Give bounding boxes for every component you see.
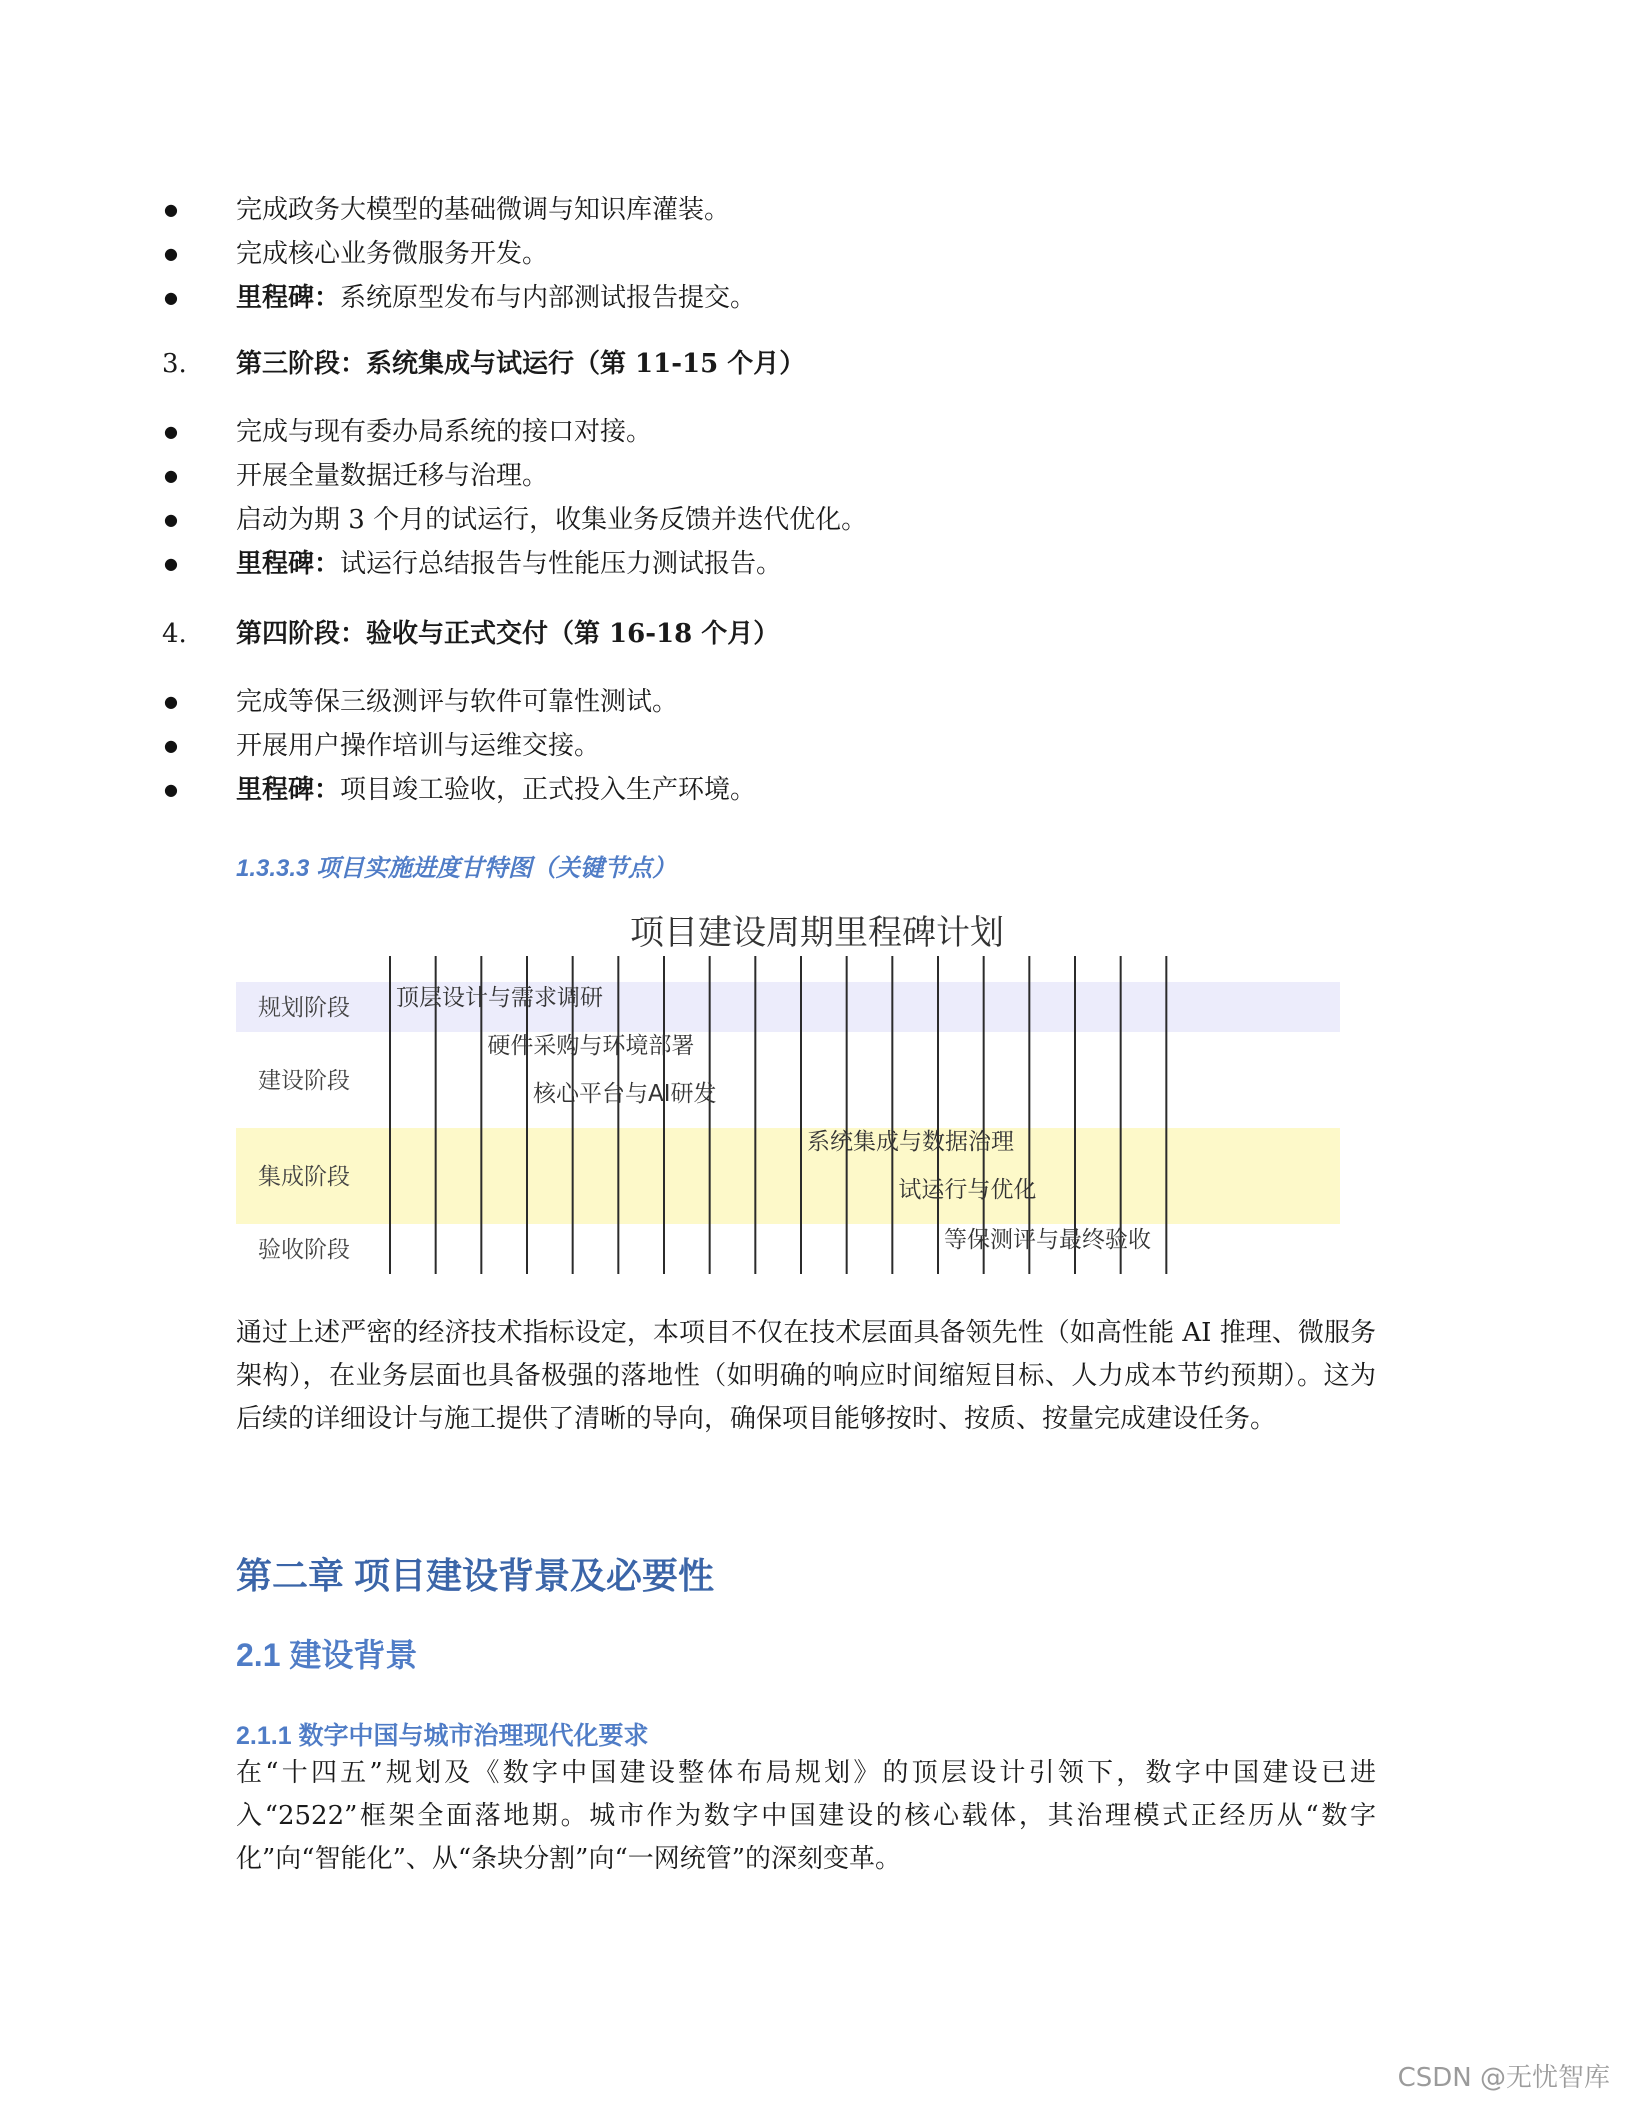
summary-paragraph: 通过上述严密的经济技术指标设定，本项目不仅在技术层面具备领先性（如高性能 AI 推理、微服务架构），在业务层面也具备极强的落地性（如明确的响应时间缩短目标、人力成本节约预期）。这为后续的详细设计与施工提供了清晰的导向，确保项目能够按时、按质、按量完成建设任务。 [236, 1318, 1376, 1434]
section-2-1-1-paragraph: 在“十四五”规划及《数字中国建设整体布局规划》的顶层设计引领下，数字中国建设已进入“2522”框架全面落地期。城市作为数字中国建设的核心载体，其治理模式正经历从“数字化”向“智能化”、从“条块分割”向“一网统管”的深刻变革。 [236, 1758, 1376, 1874]
phase4-heading: 4. 第四阶段：验收与正式交付（第 16-18 个月） [162, 619, 780, 649]
list-item: ● 完成等保三级测评与软件可靠性测试。 [236, 680, 756, 724]
chapter-2-title: 第二章 项目建设背景及必要性 [236, 1555, 715, 1596]
list-item: ● 开展用户操作培训与运维交接。 [236, 724, 756, 768]
phase3-heading: 3. 第三阶段：系统集成与试运行（第 11-15 个月） [162, 349, 806, 379]
category-label: 规划阶段 [258, 995, 350, 1021]
list-item: ● 里程碑：项目竣工验收，正式投入生产环境。 [236, 768, 756, 812]
category-band [236, 1128, 1340, 1224]
section-1-3-3-3-title: 1.3.3.3 项目实施进度甘特图（关键节点） [236, 855, 677, 882]
list-item: ● 里程碑：试运行总结报告与性能压力测试报告。 [236, 542, 867, 586]
section-2-1-1-title: 2.1.1 数字中国与城市治理现代化要求 [236, 1722, 649, 1750]
list-item: ● 里程碑：系统原型发布与内部测试报告提交。 [236, 276, 756, 320]
watermark: CSDN @无忧智库 [1397, 2063, 1610, 2093]
gantt-chart [236, 950, 1356, 1280]
gantt-title: 项目建设周期里程碑计划 [630, 913, 1004, 953]
task-label: 核心平台与AI研发 [533, 1081, 717, 1107]
phase4-bullet-list [236, 680, 756, 812]
task-label: 试运行与优化 [898, 1177, 1037, 1203]
list-item: ● 完成与现有委办局系统的接口对接。 [236, 410, 867, 454]
list-item: ● 启动为期 3 个月的试运行，收集业务反馈并迭代优化。 [236, 498, 867, 542]
list-item: ● 完成政务大模型的基础微调与知识库灌装。 [236, 188, 756, 232]
task-label: 系统集成与数据治理 [807, 1129, 1014, 1155]
task-label: 硬件采购与环境部署 [487, 1033, 695, 1059]
category-label: 集成阶段 [258, 1164, 350, 1190]
task-label: 等保测评与最终验收 [944, 1227, 1151, 1253]
task-label: 顶层设计与需求调研 [396, 985, 603, 1011]
category-label: 验收阶段 [258, 1237, 350, 1263]
list-item: ● 完成核心业务微服务开发。 [236, 232, 756, 276]
list-item: ● 开展全量数据迁移与治理。 [236, 454, 867, 498]
phase3-bullet-list [236, 410, 867, 586]
category-band [236, 1224, 1340, 1274]
category-band [236, 1032, 1340, 1128]
phase2-bullet-list [236, 188, 756, 320]
category-label: 建设阶段 [258, 1068, 350, 1094]
section-2-1-title: 2.1 建设背景 [236, 1637, 418, 1673]
